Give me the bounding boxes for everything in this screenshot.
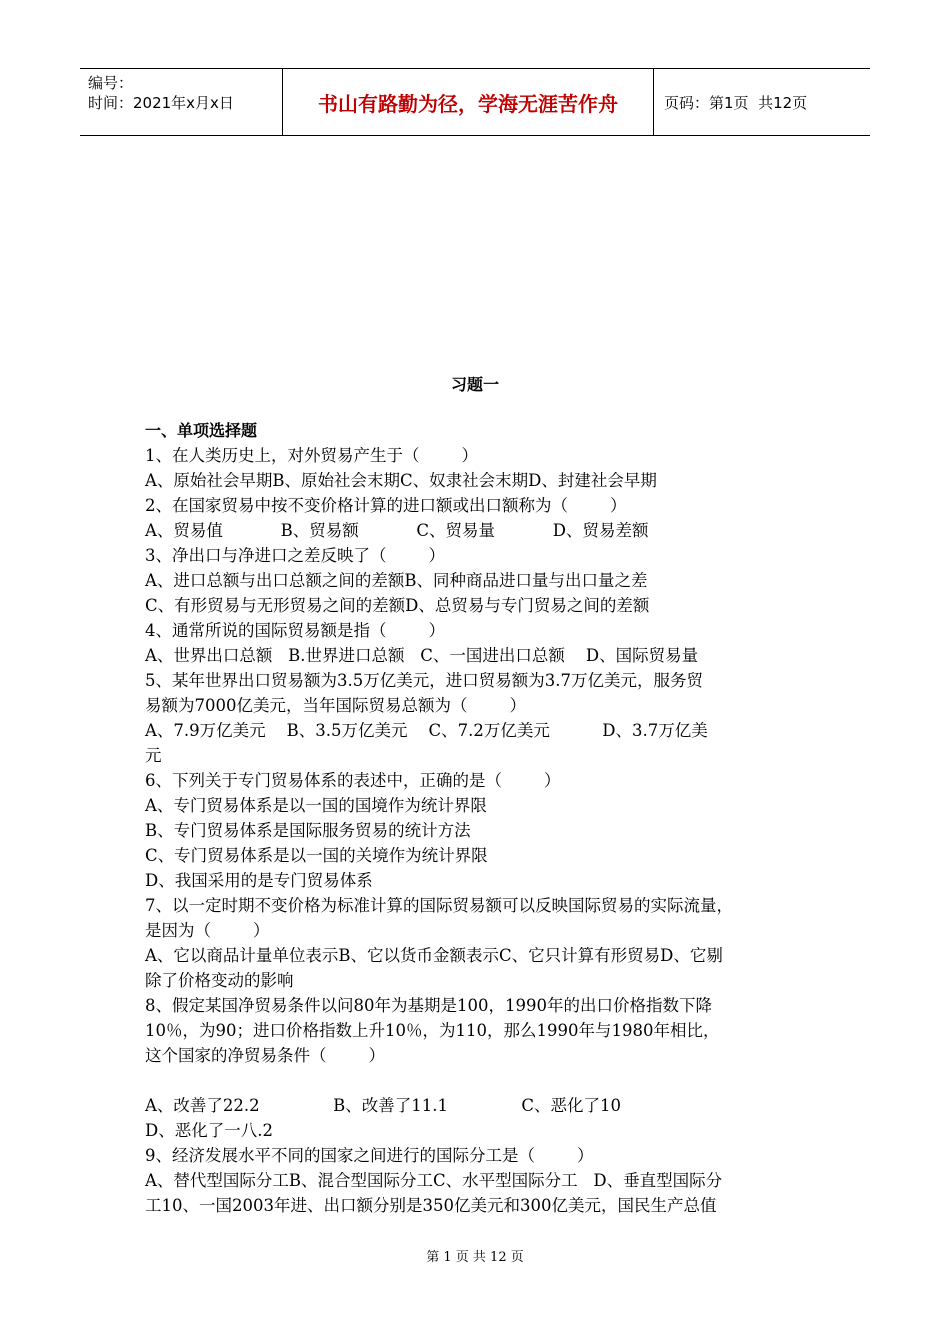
text-line: A、替代型国际分工B、混合型国际分工C、水平型国际分工 D、垂直型国际分: [145, 1171, 723, 1190]
text-line: 6、下列关于专门贸易体系的表述中，正确的是（ ）: [145, 771, 561, 790]
text-line: 4、通常所说的国际贸易额是指（ ）: [145, 621, 445, 640]
page-info: 页码：第1页 共12页: [664, 93, 808, 112]
text-line: 这个国家的净贸易条件（ ）: [145, 1046, 385, 1065]
text-line: 1、在人类历史上，对外贸易产生于（ ）: [145, 446, 478, 465]
page-header: [80, 68, 870, 136]
page-footer: 第 1 页 共 12 页: [426, 1250, 524, 1265]
text-line: 10％，为90；进口价格指数上升10％，为110，那么1990年与1980年相比，: [145, 1021, 720, 1040]
text-line: A、它以商品计量单位表示B、它以货币金额表示C、它只计算有形贸易D、它剔: [145, 946, 723, 965]
header-page-info-cell: [654, 69, 870, 135]
text-line: A、专门贸易体系是以一国的国境作为统计界限: [145, 796, 487, 815]
text-line: A、世界出口总额 B.世界进口总额 C、一国进出口总额 D、国际贸易量: [145, 646, 699, 665]
text-line: 5、某年世界出口贸易额为3.5万亿美元，进口贸易额为3.7万亿美元，服务贸: [145, 671, 703, 690]
number-label: 编号：: [88, 74, 134, 92]
text-line: D、恶化了一八.2: [145, 1121, 273, 1140]
text-line: 工10、一国2003年进、出口额分别是350亿美元和300亿美元，国民生产总值: [145, 1196, 717, 1215]
header-motto: 书山有路勤为径，学海无涯苦作舟: [283, 69, 654, 135]
text-line: A、改善了22.2 B、改善了11.1 C、恶化了10: [145, 1096, 621, 1115]
question-lines: [145, 443, 815, 1218]
text-line: 易额为7000亿美元，当年国际贸易总额为（ ）: [145, 696, 526, 715]
text-line: 9、经济发展水平不同的国家之间进行的国际分工是（ ）: [145, 1146, 594, 1165]
text-line: A、贸易值 B、贸易额 C、贸易量 D、贸易差额: [145, 521, 649, 540]
section-heading: 一、单项选择题: [145, 421, 258, 440]
text-line: 8、假定某国净贸易条件以问80年为基期是100，1990年的出口价格指数下降: [145, 996, 712, 1015]
text-line: A、进口总额与出口总额之间的差额B、同种商品进口量与出口量之差: [145, 571, 648, 590]
text-line: D、我国采用的是专门贸易体系: [145, 871, 373, 890]
text-line: A、原始社会早期B、原始社会末期C、奴隶社会末期D、封建社会早期: [145, 471, 657, 490]
text-line: 3、净出口与净进口之差反映了（ ）: [145, 546, 445, 565]
header-left-cell: [80, 69, 283, 135]
text-line: A、7.9万亿美元 B、3.5万亿美元 C、7.2万亿美元 D、3.7万亿美: [145, 721, 708, 740]
text-line: 7、以一定时期不变价格为标准计算的国际贸易额可以反映国际贸易的实际流量，: [145, 896, 733, 915]
text-line: 元: [145, 746, 162, 765]
text-line: 是因为（ ）: [145, 921, 270, 940]
text-line: C、专门贸易体系是以一国的关境作为统计界限: [145, 846, 488, 865]
text-line: 2、在国家贸易中按不变价格计算的进口额或出口额称为（ ）: [145, 496, 627, 515]
exercise-content: [145, 418, 815, 1218]
time-label: 时间：2021年x月x日: [88, 94, 234, 112]
text-line: 除了价格变动的影响: [145, 971, 294, 990]
text-line: [145, 1068, 815, 1093]
exercise-title: 习题一: [450, 375, 499, 394]
text-line: B、专门贸易体系是国际服务贸易的统计方法: [145, 821, 471, 840]
text-line: C、有形贸易与无形贸易之间的差额D、总贸易与专门贸易之间的差额: [145, 596, 650, 615]
